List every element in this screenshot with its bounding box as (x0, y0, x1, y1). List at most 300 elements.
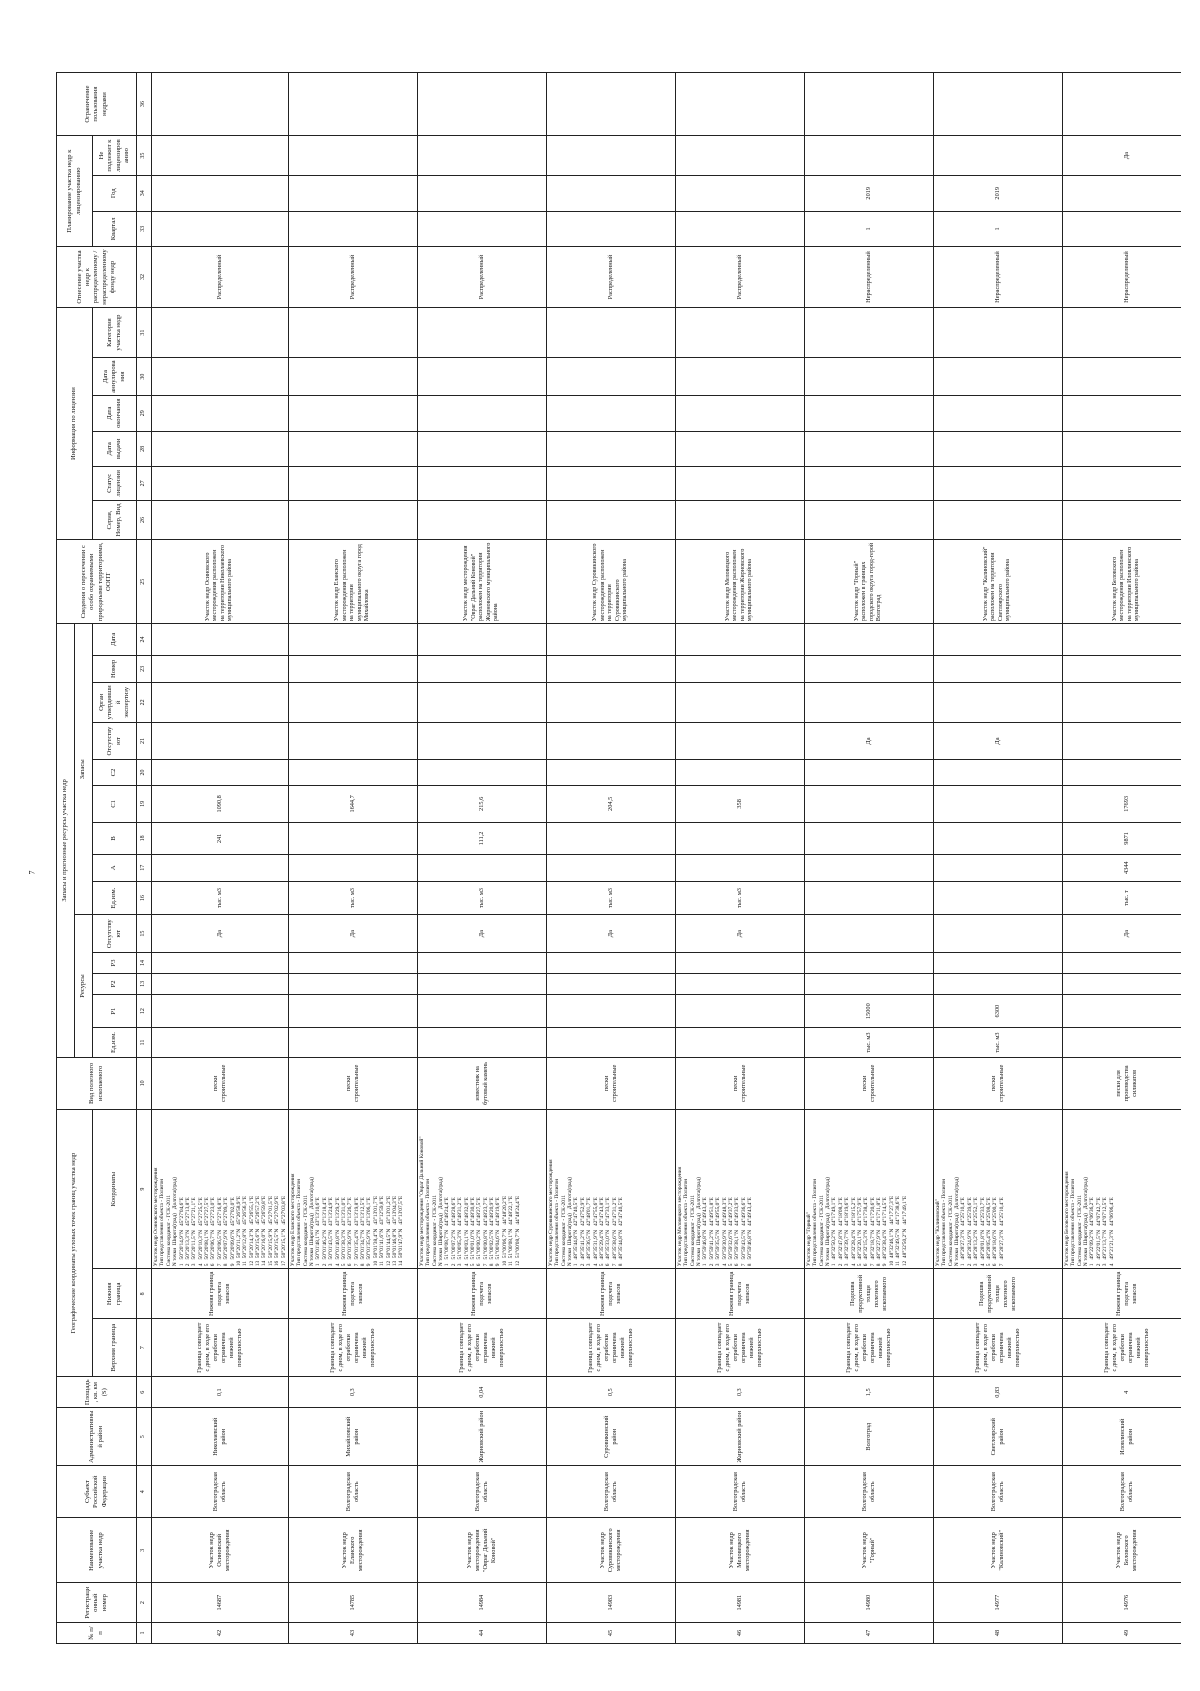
resources-p3 (804, 953, 933, 974)
column-number: 29 (137, 395, 152, 431)
oopt-info: Участок недр Осиновского месторождения расположен на территории Николаевского муниципального района (152, 540, 289, 624)
reserves-b: 9871 (1062, 823, 1181, 854)
site-name: Участок недр "Горный" (804, 1518, 933, 1583)
planning-quarter (152, 211, 289, 247)
use-restriction (417, 73, 546, 136)
area-value: 0,04 (417, 1377, 546, 1408)
reg-number: 14785 (288, 1583, 417, 1623)
subject-name: Волгоградская область (933, 1466, 1062, 1518)
header-reg-num: Регистрационный номер (57, 1583, 137, 1623)
header-resources: Ресурсы (75, 915, 93, 1057)
license-issue-date (546, 431, 675, 467)
license-status (675, 467, 804, 501)
mineral-type: пески для производства силикатов (1062, 1057, 1181, 1109)
column-number: 20 (137, 760, 152, 785)
expertise-number (933, 655, 1062, 682)
mineral-type: пески строительные (675, 1057, 804, 1109)
site-name: Участок недр Еланского месторождения (288, 1518, 417, 1583)
use-restriction (804, 73, 933, 136)
column-number: 33 (137, 211, 152, 247)
header-restriction: Ограничение пользования недрами (57, 73, 137, 136)
resources-unit: тыс. м3 (804, 1028, 933, 1057)
header-lic-issue: Дата выдачи (93, 431, 137, 467)
planning-quarter (546, 211, 675, 247)
fund-status: Распределенный (417, 247, 546, 308)
header-quarter: Квартал (93, 211, 137, 247)
header-b: B (93, 823, 137, 854)
reserves-unit: тыс. м3 (152, 881, 289, 915)
license-category (804, 307, 933, 357)
resources-p3 (417, 953, 546, 974)
not-subject-to-licensing (152, 136, 289, 176)
table-row (804, 73, 933, 1644)
oopt-info: Участок недр Меловецкого месторождения расположен на территории Жирновского муниципального района (675, 540, 804, 624)
reg-number: 14983 (546, 1583, 675, 1623)
license-end-date (675, 395, 804, 431)
reserves-unit: тыс. т (1062, 881, 1181, 915)
license-category (675, 307, 804, 357)
reserves-c1: 215,6 (417, 785, 546, 823)
use-restriction (933, 73, 1062, 136)
not-subject-to-licensing (804, 136, 933, 176)
site-name: Участок недр Осиновский месторождения (152, 1518, 289, 1583)
planning-quarter: 1 (933, 211, 1062, 247)
license-cancel-date (1062, 358, 1181, 396)
resources-p2 (804, 973, 933, 994)
coordinates-list: Участок недр Меловецкого месторождения Тип представления объекта - Полигон Система координат - ГСК-2011 N точки Широта(град) Долгота(град) 1 50°59'46,8"N 44°49'43,4"E 2 50°59'41,2"N 44°49'51,8"E 3 50°59'35,5"N 44°49'55,0"E 4 50°59'30,9"N 44°49'48,3"E 5 50°59'32,6"N 44°49'37,2"E 6 50°59'38,1"N 44°49'33,9"E 7 50°59'43,5"N 44°49'36,6"E 8 50°59'46,8"N 44°49'43,4"E (675, 1110, 804, 1269)
table-row (933, 73, 1062, 1644)
reserves-c1 (804, 785, 933, 823)
column-number: 9 (137, 1110, 152, 1269)
resources-unit (1062, 1028, 1181, 1057)
column-number: 17 (137, 854, 152, 881)
header-year: Год (93, 175, 137, 211)
planning-quarter (288, 211, 417, 247)
expertise-org (417, 682, 546, 722)
upper-boundary: Граница совпадает с дном, в ходе его отработки ограничена нижней поверхностью (417, 1319, 546, 1377)
table-row (417, 73, 546, 1644)
header-num: № п/п (57, 1623, 137, 1644)
resources-absent: Да (675, 915, 804, 953)
license-status (1062, 467, 1181, 501)
district-name: Жирновский район (675, 1408, 804, 1466)
column-number: 18 (137, 823, 152, 854)
subject-name: Волгоградская область (804, 1466, 933, 1518)
resources-p1 (675, 994, 804, 1028)
site-name: Участок недр Беловского месторождения (1062, 1518, 1181, 1583)
column-number: 22 (137, 682, 152, 722)
mineral-type: пески строительные (546, 1057, 675, 1109)
license-category (546, 307, 675, 357)
resources-p3 (1062, 953, 1181, 974)
site-name: Участок недр Меловецкого месторождения (675, 1518, 804, 1583)
reserves-a (417, 854, 546, 881)
license-issue-date (933, 431, 1062, 467)
license-cancel-date (933, 358, 1062, 396)
resources-absent (804, 915, 933, 953)
fund-status: Распределенный (546, 247, 675, 308)
site-name: Участок недр месторождения "Овраг Дальний Коновой" (417, 1518, 546, 1583)
header-a: A (93, 854, 137, 881)
column-number: 31 (137, 307, 152, 357)
row-number: 43 (288, 1623, 417, 1644)
district-name: Михайловский район (288, 1408, 417, 1466)
column-number: 5 (137, 1408, 152, 1466)
column-number: 27 (137, 467, 152, 501)
license-category (417, 307, 546, 357)
not-subject-to-licensing (933, 136, 1062, 176)
upper-boundary: Граница совпадает с дном, в ходе его отработки ограничена нижней поверхностью (933, 1319, 1062, 1377)
resources-p2 (675, 973, 804, 994)
header-oopt: Сведения о пересечении с особо охраняемыми природными территориями, ООПТ (57, 540, 137, 624)
reserves-a (804, 854, 933, 881)
planning-year (1062, 175, 1181, 211)
resources-p2 (417, 973, 546, 994)
reserves-unit: тыс. м3 (675, 881, 804, 915)
page-number: 7 (27, 870, 37, 875)
reserves-b (933, 823, 1062, 854)
resources-unit (546, 1028, 675, 1057)
mineral-type: пески строительные (804, 1057, 933, 1109)
header-p1: P1 (93, 994, 137, 1028)
resources-p2 (546, 973, 675, 994)
reserves-c2 (933, 760, 1062, 785)
resources-p1 (152, 994, 289, 1028)
district-name: Иловлинский район (1062, 1408, 1181, 1466)
subject-name: Волгоградская область (675, 1466, 804, 1518)
lower-boundary: Нижняя граница подсчета запасов (288, 1269, 417, 1319)
resources-p1 (288, 994, 417, 1028)
header-not-subject: Не подлежит к лицензированию (93, 136, 137, 176)
fund-status: Нераспределенный (804, 247, 933, 308)
expertise-org (1062, 682, 1181, 722)
oopt-info: Участок недр Еланского месторождения расположен на территории муниципального округа город Михайловка (288, 540, 417, 624)
header-exp-num: Номер (93, 655, 137, 682)
use-restriction (546, 73, 675, 136)
reserves-c2 (152, 760, 289, 785)
mineral-type: пески строительные (933, 1057, 1062, 1109)
upper-boundary: Граница совпадает с дном, в ходе его отработки ограничена нижней поверхностью (1062, 1319, 1181, 1377)
header-geo-group: Географические координаты угловых точек границ участка недр (57, 1110, 93, 1377)
resources-p2 (933, 973, 1062, 994)
expertise-number (675, 655, 804, 682)
resources-absent: Да (417, 915, 546, 953)
header-lic-reg: Дата окончания (93, 395, 137, 431)
subject-name: Волгоградская область (417, 1466, 546, 1518)
column-number: 30 (137, 358, 152, 396)
reserves-a (288, 854, 417, 881)
resources-absent (933, 915, 1062, 953)
expertise-number (804, 655, 933, 682)
subject-name: Волгоградская область (288, 1466, 417, 1518)
planning-quarter (675, 211, 804, 247)
column-number: 24 (137, 624, 152, 656)
reserves-b: 241 (152, 823, 289, 854)
coordinates-list: Участок недр Беловского месторождения Тип представления объекта - Полигон Система координат - ГСК-2011 N точки Широта(град) Долгота(град) 1 49°22'09,2"N 44°06'36,2"E 2 49°22'01,5"N 44°07'42,7"E 3 49°21'13,7"N 44°07'12,5"E 4 49°21'21,3"N 44°06'06,4"E (1062, 1110, 1181, 1269)
planning-quarter (1062, 211, 1181, 247)
license-issue-date (417, 431, 546, 467)
row-number: 45 (546, 1623, 675, 1644)
header-lic-series: Серия, Номер, Вид (93, 500, 137, 540)
column-number: 21 (137, 722, 152, 760)
lower-boundary: Подошва продуктивной толщи полезного ископаемого (933, 1269, 1062, 1319)
expertise-date (152, 624, 289, 656)
not-subject-to-licensing (546, 136, 675, 176)
license-status (288, 467, 417, 501)
reg-number: 14984 (417, 1583, 546, 1623)
column-number: 19 (137, 785, 152, 823)
header-coords: Координаты (93, 1110, 137, 1269)
resources-p2 (288, 973, 417, 994)
oopt-info: Участок недр Беловского месторождения расположен на территории Иловлинского муниципального района (1062, 540, 1181, 624)
license-status (152, 467, 289, 501)
header-p2: P2 (93, 973, 137, 994)
reserves-unit (933, 881, 1062, 915)
license-end-date (152, 395, 289, 431)
row-number: 48 (933, 1623, 1062, 1644)
reserves-b (675, 823, 804, 854)
reserves-c2 (417, 760, 546, 785)
header-reserves: Запасы (75, 624, 93, 915)
expertise-date (546, 624, 675, 656)
district-name: Жирновский район (417, 1408, 546, 1466)
resources-p3 (933, 953, 1062, 974)
site-name: Участок недр Суровикинского месторождения (546, 1518, 675, 1583)
lower-boundary: Нижняя граница подсчета запасов (1062, 1269, 1181, 1319)
license-cancel-date (152, 358, 289, 396)
expertise-org (675, 682, 804, 722)
reserves-absent (288, 722, 417, 760)
reserves-b (288, 823, 417, 854)
header-res-absent: Отсутствуют (93, 915, 137, 953)
area-value: 0,5 (546, 1377, 675, 1408)
row-number: 49 (1062, 1623, 1181, 1644)
coordinates-list: Участок недр месторождения "Овраг Дальний Коновой" Тип представления объекта - Полигон Система координат - ГСК-2011 N точки Широта(град) Долгота(град) 1 51°00'08,7"N 44°48'24,4"E 2 51°00'07,2"N 44°48'28,6"E 3 51°00'05,3"N 44°48'31,2"E 4 51°00'03,1"N 44°48'32,0"E 5 51°00'01,0"N 44°48'30,8"E 6 51°00'00,2"N 44°48'27,5"E 7 51°00'00,8"N 44°48'23,7"E 8 51°00'02,5"N 44°48'20,9"E 9 51°00'04,6"N 44°48'19,6"E 10 51°00'06,7"N 44°48'20,2"E 11 51°00'08,1"N 44°48'22,1"E 12 51°00'08,7"N 44°48'24,4"E (417, 1110, 546, 1269)
oopt-info: Участок недр месторождения "Овраг Дальний Коновой" расположен на территории Жирновского муниципального района (417, 540, 546, 624)
column-number: 14 (137, 953, 152, 974)
column-number: 15 (137, 915, 152, 953)
fund-status: Распределенный (288, 247, 417, 308)
reserves-c2 (675, 760, 804, 785)
header-license-group: Информация по лицензии (57, 307, 93, 540)
mineral-type: известняк на бутовый камень (417, 1057, 546, 1109)
reserves-c2 (288, 760, 417, 785)
coordinates-list: Участок недр Еланского месторождения Тип представления объекта - Полигон Система координат - ГСК-2011 N точки Широта(град) Долгота(град) 1 50°01'48,1"N 43°13'10,6"E 2 50°01'46,2"N 43°13'18,4"E 3 50°01'43,5"N 43°13'24,9"E 4 50°01'40,8"N 43°13'29,2"E 5 50°01'38,3"N 43°13'31,0"E 6 50°01'36,9"N 43°13'26,7"E 7 50°01'35,4"N 43°13'19,8"E 8 50°01'34,7"N 43°13'12,5"E 9 50°01'35,9"N 43°13'06,1"E 10 50°01'38,4"N 43°13'01,7"E 11 50°01'41,6"N 43°12'59,8"E 12 50°01'44,5"N 43°13'01,2"E 13 50°01'46,8"N 43°13'04,3"E 14 50°01'47,9"N 43°13'07,5"E (288, 1110, 417, 1269)
expertise-date (804, 624, 933, 656)
oopt-info: Участок недр "Калиновский" расположен на территории Светлоярского муниципального района (933, 540, 1062, 624)
reserves-b: 111,2 (417, 823, 546, 854)
resources-unit (417, 1028, 546, 1057)
license-end-date (933, 395, 1062, 431)
header-exp-date: Дата (93, 624, 137, 656)
reserves-c2 (1062, 760, 1181, 785)
resources-p3 (288, 953, 417, 974)
fund-status: Нераспределенный (933, 247, 1062, 308)
header-mineral: Вид полезного ископаемого (57, 1057, 137, 1109)
reserves-absent (675, 722, 804, 760)
use-restriction (152, 73, 289, 136)
column-number: 8 (137, 1269, 152, 1319)
rotated-table-wrapper (56, 72, 1181, 1644)
table-row (1062, 73, 1181, 1644)
license-end-date (288, 395, 417, 431)
subject-name: Волгоградская область (152, 1466, 289, 1518)
license-status (804, 467, 933, 501)
lower-boundary: Нижняя граница подсчета запасов (546, 1269, 675, 1319)
upper-boundary: Граница совпадает с дном, в ходе его отработки ограничена нижней поверхностью (288, 1319, 417, 1377)
planning-year (546, 175, 675, 211)
oopt-info: Участок недр "Горный" расположен в границах городского округа город-герой Волгоград (804, 540, 933, 624)
lower-boundary: Нижняя граница подсчета запасов (417, 1269, 546, 1319)
column-number: 36 (137, 73, 152, 136)
expertise-number (1062, 655, 1181, 682)
expertise-date (417, 624, 546, 656)
expertise-number (417, 655, 546, 682)
reserves-absent (417, 722, 546, 760)
column-number: 16 (137, 881, 152, 915)
planning-year (152, 175, 289, 211)
license-issue-date (288, 431, 417, 467)
license-series (546, 500, 675, 540)
fund-status: Распределенный (675, 247, 804, 308)
reserves-c1 (933, 785, 1062, 823)
area-value: 0,1 (152, 1377, 289, 1408)
resources-p3 (152, 953, 289, 974)
column-number: 34 (137, 175, 152, 211)
license-series (152, 500, 289, 540)
license-category (933, 307, 1062, 357)
license-series (1062, 500, 1181, 540)
resources-unit (675, 1028, 804, 1057)
reserves-a (152, 854, 289, 881)
district-name: Суровикинский район (546, 1408, 675, 1466)
reserves-c1: 358 (675, 785, 804, 823)
fund-status: Нераспределенный (1062, 247, 1181, 308)
column-number: 2 (137, 1583, 152, 1623)
reserves-c1: 1644,7 (288, 785, 417, 823)
reserves-c2 (804, 760, 933, 785)
area-value: 4 (1062, 1377, 1181, 1408)
reg-number: 14976 (1062, 1583, 1181, 1623)
reserves-c1: 17693 (1062, 785, 1181, 823)
planning-quarter (417, 211, 546, 247)
column-number: 6 (137, 1377, 152, 1408)
license-end-date (546, 395, 675, 431)
expertise-org (933, 682, 1062, 722)
area-value: 1,5 (804, 1377, 933, 1408)
reserves-a (546, 854, 675, 881)
header-c1: C1 (93, 785, 137, 823)
expertise-date (1062, 624, 1181, 656)
license-issue-date (675, 431, 804, 467)
reserves-a (933, 854, 1062, 881)
use-restriction (675, 73, 804, 136)
expertise-date (933, 624, 1062, 656)
license-status (546, 467, 675, 501)
area-value: 0,3 (288, 1377, 417, 1408)
license-cancel-date (546, 358, 675, 396)
column-number: 12 (137, 994, 152, 1028)
resources-unit (288, 1028, 417, 1057)
reg-number: 14977 (933, 1583, 1062, 1623)
header-admin: Административный район (57, 1408, 137, 1466)
column-number-row (137, 73, 152, 1644)
header-lic-cat: Категория участка недр (93, 307, 137, 357)
upper-boundary: Граница совпадает с дном, в ходе его отработки ограничена нижней поверхностью (675, 1319, 804, 1377)
planning-year: 2019 (933, 175, 1062, 211)
resources-p1 (417, 994, 546, 1028)
district-name: Волгоград (804, 1408, 933, 1466)
rotated-table-area (56, 72, 1181, 1644)
license-end-date (417, 395, 546, 431)
reserves-absent: Да (804, 722, 933, 760)
reserves-unit: тыс. м3 (546, 881, 675, 915)
upper-boundary: Граница совпадает с дном, в ходе его отработки ограничена нижней поверхностью (152, 1319, 289, 1377)
expertise-number (288, 655, 417, 682)
subject-name: Волгоградская область (1062, 1466, 1181, 1518)
license-end-date (804, 395, 933, 431)
resources-p1 (1062, 994, 1181, 1028)
reserves-unit: тыс. м3 (288, 881, 417, 915)
site-name: Участок недр "Калиновский" (933, 1518, 1062, 1583)
resources-p1 (546, 994, 675, 1028)
license-issue-date (1062, 431, 1181, 467)
not-subject-to-licensing (417, 136, 546, 176)
row-number: 47 (804, 1623, 933, 1644)
resources-p3 (546, 953, 675, 974)
resources-p2 (152, 973, 289, 994)
oopt-info: Участок недр Суровикинского месторождения расположен на территории Суровикинского муниципального района (546, 540, 675, 624)
license-issue-date (152, 431, 289, 467)
license-category (152, 307, 289, 357)
resources-absent: Да (546, 915, 675, 953)
header-planning-group: Планирование участка недр к лицензированию (57, 136, 93, 247)
header-upper: Верхняя граница (93, 1319, 137, 1377)
row-number: 44 (417, 1623, 546, 1644)
reserves-absent: Да (933, 722, 1062, 760)
license-cancel-date (288, 358, 417, 396)
lower-boundary: Нижняя граница подсчета запасов (675, 1269, 804, 1319)
license-end-date (1062, 395, 1181, 431)
planning-year (288, 175, 417, 211)
planning-year: 2019 (804, 175, 933, 211)
resources-p1: 6300 (933, 994, 1062, 1028)
coordinates-list: Участок недр "Горный" Тип представления объекта - Полигон Система координат - ГСК-2011 N точки Широта(град) Долгота(град) 1 48°32'50,2"N 44°17'49,1"E 2 48°32'47,8"N 44°18'08,3"E 3 48°32'39,7"N 44°18'19,6"E 4 48°32'28,4"N 44°18'15,2"E 5 48°32'20,1"N 44°17'57,9"E 6 48°32'15,3"N 44°17'38,4"E 7 48°32'18,7"N 44°17'20,6"E 8 48°32'27,9"N 44°17'11,8"E 9 48°32'38,4"N 44°17'14,5"E 10 48°32'46,1"N 44°17'27,3"E 11 48°32'49,5"N 44°17'38,6"E 12 48°32'50,2"N 44°17'49,1"E (804, 1110, 933, 1269)
use-restriction (1062, 73, 1181, 136)
table-row (288, 73, 417, 1644)
header-subject: Субъект Российской Федерации (57, 1466, 137, 1518)
license-series (288, 500, 417, 540)
reserves-unit (804, 881, 933, 915)
use-restriction (288, 73, 417, 136)
header-area: Площадь, кв. км (S) (57, 1377, 137, 1408)
row-number: 42 (152, 1623, 289, 1644)
header-rs-unit: Ед.изм. (93, 881, 137, 915)
reg-number: 14687 (152, 1583, 289, 1623)
reserves-b (546, 823, 675, 854)
header-name: Наименование участка недр (57, 1518, 137, 1583)
column-number: 1 (137, 1623, 152, 1644)
planning-year (417, 175, 546, 211)
planning-year (675, 175, 804, 211)
resources-absent: Да (288, 915, 417, 953)
resources-p1: 15000 (804, 994, 933, 1028)
reserves-c2 (546, 760, 675, 785)
license-cancel-date (675, 358, 804, 396)
lower-boundary: Подошва продуктивной толщи полезного ископаемого (804, 1269, 933, 1319)
fund-status: Распределенный (152, 247, 289, 308)
license-category (1062, 307, 1181, 357)
